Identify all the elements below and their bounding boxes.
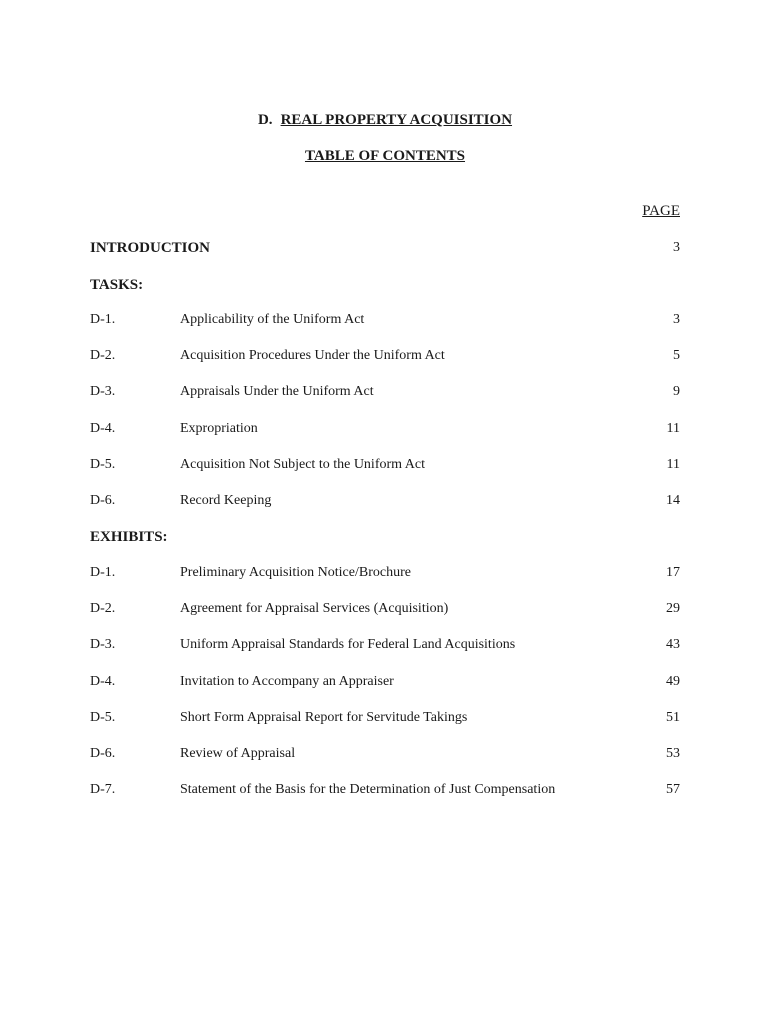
toc-exhibit-row [90,565,680,585]
page-column-header: PAGE [642,203,680,219]
toc-page: 3 [673,312,680,327]
toc-label: Uniform Appraisal Standards for Federal Land Acquisitions [180,637,516,652]
toc-task-row [90,384,680,404]
toc-page: 43 [666,637,680,652]
toc-label: Invitation to Accompany an Appraiser [180,674,394,689]
introduction-label: INTRODUCTION [90,240,211,256]
document-title [0,112,770,129]
title-text: REAL PROPERTY ACQUISITION [280,112,513,128]
toc-label: Preliminary Acquisition Notice/Brochure [180,565,411,580]
toc-code: D-4. [90,421,116,436]
toc-page: 14 [666,493,680,508]
toc-page: 49 [666,674,680,689]
toc-introduction-row [90,240,680,260]
toc-task-row [90,493,680,513]
toc-exhibit-row [90,710,680,730]
toc-code: D-3. [90,637,116,652]
toc-label: Record Keeping [180,493,272,508]
toc-page: 53 [666,746,680,761]
toc-code: D-5. [90,710,116,725]
toc-task-row [90,348,680,368]
toc-label: Short Form Appraisal Report for Servitude Takings [180,710,468,725]
toc-code: D-6. [90,746,116,761]
toc-label: Agreement for Appraisal Services (Acquisition) [180,601,449,616]
toc-code: D-5. [90,457,116,472]
toc-label: Appraisals Under the Uniform Act [180,384,374,399]
toc-code: D-1. [90,565,116,580]
exhibits-heading: EXHIBITS: [90,529,168,545]
toc-label: Acquisition Not Subject to the Uniform Act [180,457,425,472]
toc-label: Statement of the Basis for the Determination of Just Compensation [180,782,556,797]
toc-exhibit-row [90,782,680,802]
toc-code: D-2. [90,601,116,616]
toc-code: D-6. [90,493,116,508]
toc-exhibit-row [90,637,680,657]
toc-code: D-2. [90,348,116,363]
introduction-page: 3 [673,240,680,255]
toc-code: D-7. [90,782,116,797]
toc-label: Applicability of the Uniform Act [180,312,365,327]
toc-exhibit-row [90,674,680,694]
toc-page: 17 [666,565,680,580]
toc-exhibit-row [90,746,680,766]
toc-task-row [90,457,680,477]
tasks-heading: TASKS: [90,277,144,293]
toc-code: D-3. [90,384,116,399]
toc-page: 11 [666,457,680,472]
toc-label: Acquisition Procedures Under the Uniform Act [180,348,445,363]
toc-code: D-4. [90,674,116,689]
toc-code: D-1. [90,312,116,327]
toc-page: 5 [673,348,680,363]
toc-page: 29 [666,601,680,616]
toc-task-row [90,312,680,332]
toc-page: 57 [666,782,680,797]
title-prefix: D. [257,112,273,128]
toc-page: 9 [673,384,680,399]
toc-label: Review of Appraisal [180,746,296,761]
toc-task-row [90,421,680,441]
toc-page: 11 [666,421,680,436]
toc-label: Expropriation [180,421,258,436]
toc-exhibit-row [90,601,680,621]
toc-page: 51 [666,710,680,725]
document-subtitle: TABLE OF CONTENTS [304,148,466,164]
